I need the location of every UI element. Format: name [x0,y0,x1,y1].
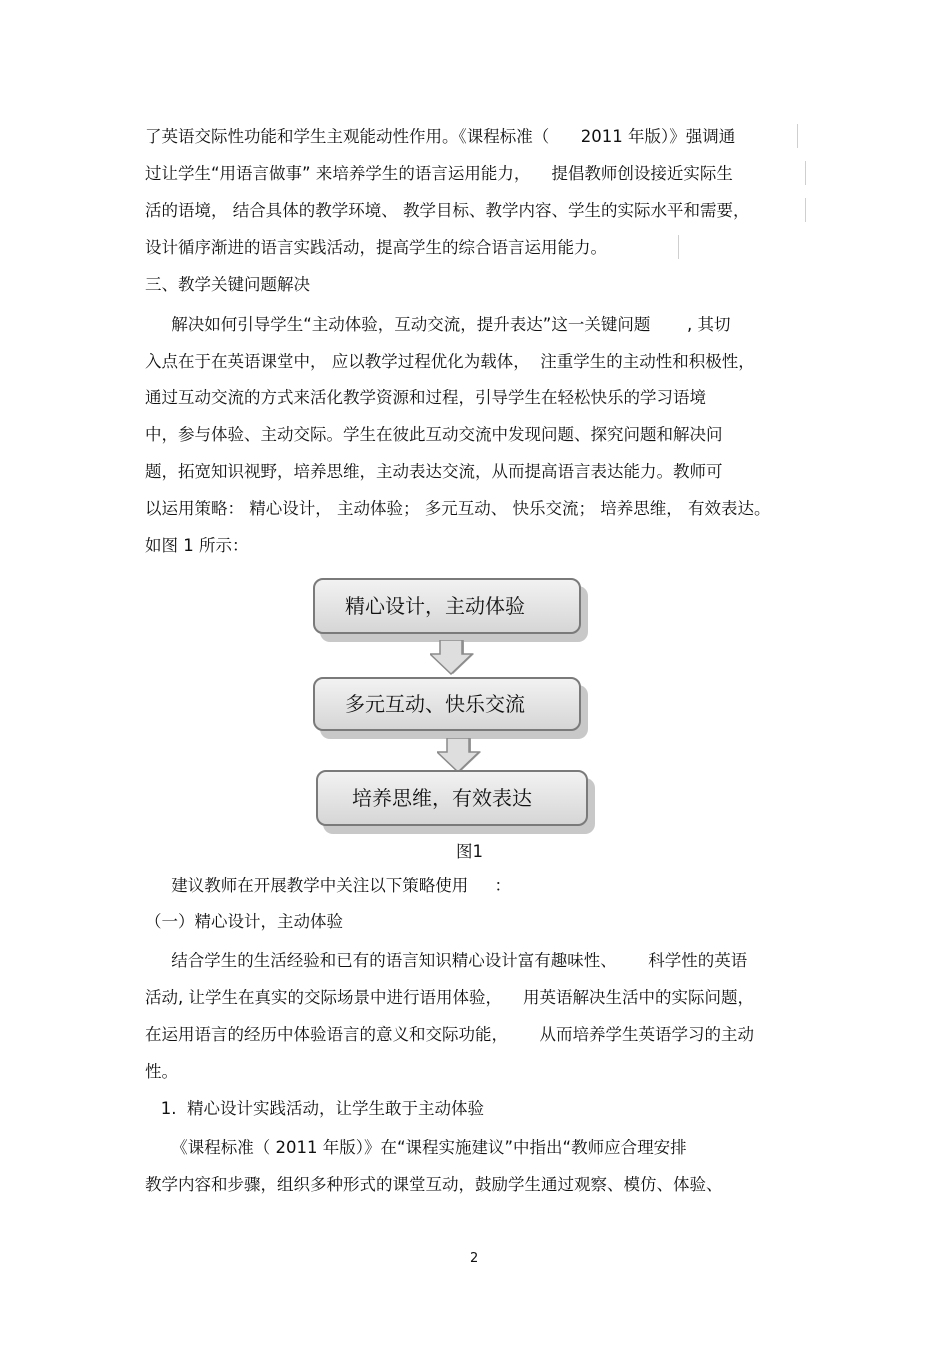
text-line-15: 结合学生的生活经验和已有的语言知识精心设计富有趣味性、 科学性的英语 [145,951,748,970]
flow-step-3 [316,770,588,826]
down-arrow-icon [430,640,478,676]
text-line-7: 入点在于在英语课堂中， 应以教学过程优化为载体， 注重学生的主动性和积极性， [145,352,755,371]
text-line-2: 过让学生“用语言做事” 来培养学生的语言运用能力， 提倡教师创设接近实际生 [145,164,733,183]
text-line-8: 通过互动交流的方式来活化教学资源和过程，引导学生在轻松快乐的学习语境 [145,388,706,407]
frame-bar [805,198,806,222]
text-line-1: 了英语交际性功能和学生主观能动性作用。《课程标准（ 2011 年版）》强调通 [145,127,736,146]
down-arrow-icon [437,738,485,774]
text-line-20: 《课程标准（ 2011 年版）》在“课程实施建议”中指出“教师应合理安排 [145,1138,687,1157]
numbered-heading-1: 1. 精心设计实践活动，让学生敢于主动体验 [145,1099,484,1118]
flow-step-1-label: 精心设计，主动体验 [345,594,525,618]
frame-bar [678,235,679,259]
text-line-10: 题，拓宽知识视野，培养思维，主动表达交流，从而提高语言表达能力。教师可 [145,462,723,481]
text-line-6: 解决如何引导学生“主动体验，互动交流，提升表达”这一关键问题 , 其切 [145,315,731,334]
subsection-heading-1: （一）精心设计，主动体验 [145,912,343,931]
text-line-3: 活的语境， 结合具体的教学环境、 教学目标、教学内容、学生的实际水平和需要， [145,201,750,220]
text-line-13: 建议教师在开展教学中关注以下策略使用 ： [145,876,511,895]
flow-step-2 [313,677,581,731]
flow-step-3-label: 培养思维，有效表达 [352,786,532,810]
text-line-17: 在运用语言的经历中体验语言的意义和交际功能， 从而培养学生英语学习的主动 [145,1025,754,1044]
frame-bar [805,161,806,185]
text-line-11: 以运用策略： 精心设计， 主动体验； 多元互动、 快乐交流； 培养思维， 有效表达。 [145,499,771,518]
text-line-4: 设计循序渐进的语言实践活动，提高学生的综合语言运用能力。 [145,238,607,257]
text-line-21: 教学内容和步骤，组织多种形式的课堂互动，鼓励学生通过观察、模仿、体验、 [145,1175,723,1194]
section-heading-3: 三、教学关键问题解决 [145,275,310,294]
page-number: 2 [470,1251,479,1266]
flow-step-1 [313,578,581,634]
frame-bar [797,124,798,148]
text-line-18: 性。 [145,1062,178,1081]
text-line-12: 如图 1 所示： [145,536,249,555]
flow-step-2-label: 多元互动、快乐交流 [345,692,525,716]
text-line-9: 中，参与体验、主动交际。学生在彼此互动交流中发现问题、探究问题和解决问 [145,425,723,444]
text-line-16: 活动, 让学生在真实的交际场景中进行语用体验， 用英语解决生活中的实际问题， [145,988,754,1007]
figure-caption: 图1 [456,842,483,861]
